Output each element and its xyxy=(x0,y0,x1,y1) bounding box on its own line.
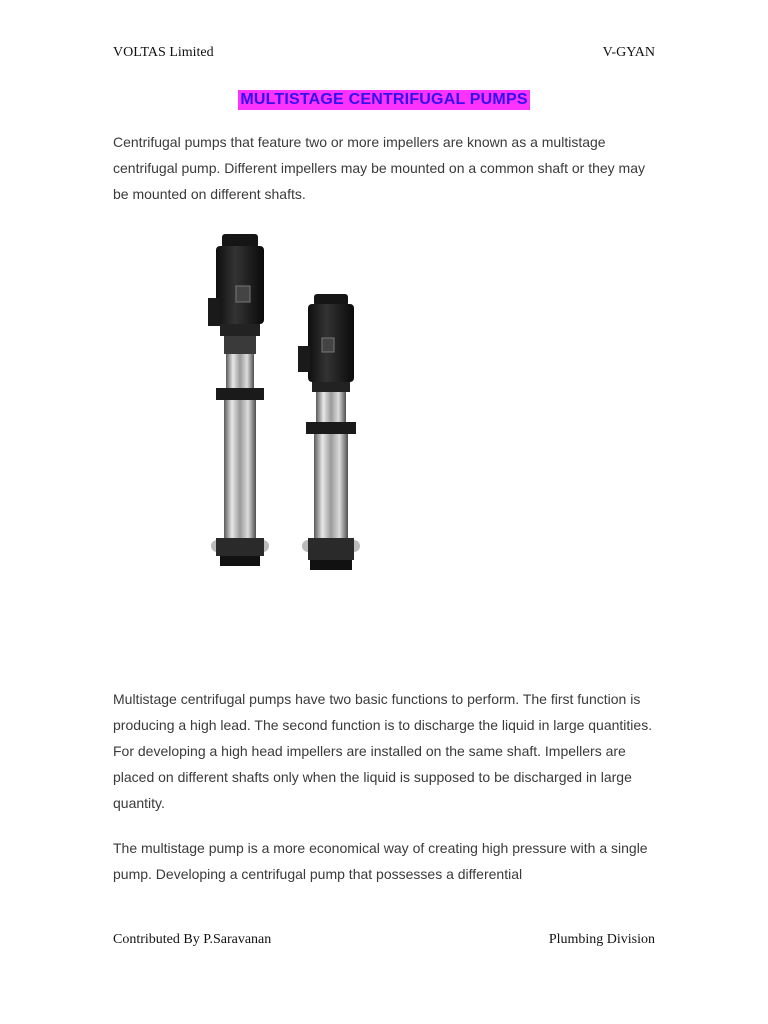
short-pump xyxy=(298,294,360,570)
division: Plumbing Division xyxy=(548,932,655,947)
economy-paragraph: The multistage pump is a more economical way of creating high pressure with a single pump. Developing a centrifugal pump that possesses a differential xyxy=(113,840,648,882)
page-header xyxy=(113,45,655,61)
title-container xyxy=(0,90,768,110)
page-footer xyxy=(113,932,655,948)
pump-photo xyxy=(200,228,400,578)
tall-pump xyxy=(208,234,269,566)
contributor: Contributed By P.Saravanan xyxy=(113,932,272,947)
functions-paragraph: Multistage centrifugal pumps have two basic functions to perform. The first function is producing a high lead. The second function is to discharge the liquid in large quantities. For developing a high head impellers are installed on the same shaft. Impellers are placed on different shafts only when the liquid is supposed to be discharged in large quantity. xyxy=(113,691,653,811)
page-title: MULTISTAGE CENTRIFUGAL PUMPS xyxy=(240,91,528,108)
company-name: VOLTAS Limited xyxy=(113,45,214,60)
intro-paragraph: Centrifugal pumps that feature two or more impellers are known as a multistage centrifugal pump. Different impellers may be mounted on a common shaft or they may be mounted on different shafts. xyxy=(113,134,645,202)
series-name: V-GYAN xyxy=(602,45,655,60)
